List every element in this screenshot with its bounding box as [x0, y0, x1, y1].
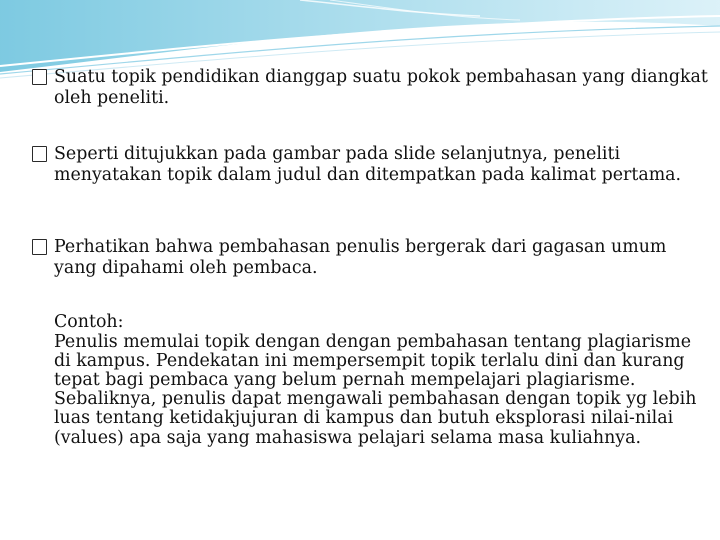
bullet-marker-icon [32, 69, 47, 85]
bullet-text: Perhatikan bahwa pembahasan penulis bergerak dari gagasan umum yang dipahami oleh pembaca. [54, 237, 667, 278]
example-body: Penulis memulai topik dengan dengan pembahasan tentang plagiarisme di kampus. Pendekatan ini mempersempit topik terlalu dini dan kurang tepat bagi pembaca yang belum pernah mempelajari plagiarisme. Sebaliknya, penulis dapat mengawali pembahasan dengan topik yg lebih luas tentang ketidakjujuran di kampus dan butuh eksplorasi nilai-nilai (values) apa saja yang mahasiswa pelajari selama masa kuliahnya. [54, 331, 697, 448]
bullet-item [32, 237, 714, 279]
example-heading: Contoh: [54, 312, 124, 332]
bullet-marker-icon [32, 239, 47, 255]
bullet-text: Seperti ditujukkan pada gambar pada slide selanjutnya, peneliti menyatakan topik dalam judul dan ditempatkan pada kalimat pertama. [54, 144, 682, 185]
bullet-marker-icon [32, 146, 47, 162]
bullet-item [32, 144, 714, 186]
example-block [54, 312, 704, 448]
bullet-text: Suatu topik pendidikan dianggap suatu pokok pembahasan yang diangkat oleh peneliti. [54, 67, 708, 108]
bullet-item [32, 67, 714, 109]
